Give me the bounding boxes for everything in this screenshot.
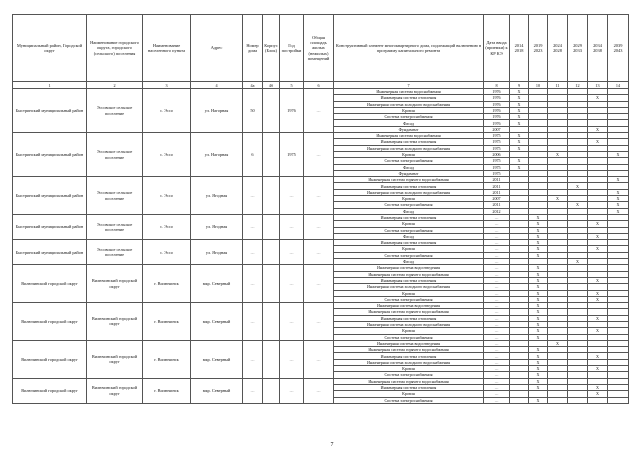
- construction-year-cell: …: [280, 378, 304, 403]
- house-number-cell: …: [243, 378, 263, 403]
- construction-year-cell: …: [280, 240, 304, 265]
- column-header: Муниципальный район, Городской округ: [13, 15, 87, 82]
- column-header: 2029 2033: [568, 15, 588, 82]
- column-header: Год постройки: [280, 15, 304, 82]
- table-row: [13, 378, 629, 384]
- structural-element-cell: Инженерная система отопления: [334, 240, 484, 246]
- commission-date-cell: 1976: [484, 114, 510, 120]
- column-number: 6: [304, 82, 334, 89]
- column-number: 9: [510, 82, 529, 89]
- period-mark-cell: X: [529, 315, 548, 321]
- structural-element-cell: Инженерная система холодного водоснабжения: [334, 284, 484, 290]
- period-mark-cell: X: [529, 265, 548, 271]
- commission-date-cell: …: [484, 303, 510, 309]
- structural-element-cell: Фасад: [334, 233, 484, 239]
- period-mark-cell: X: [588, 139, 608, 145]
- address-cell: ул. Нагорная: [191, 89, 243, 133]
- column-number: 5: [280, 82, 304, 89]
- commission-date-cell: …: [484, 391, 510, 397]
- period-mark-cell: X: [529, 384, 548, 390]
- structural-element-cell: Фундамент: [334, 170, 484, 176]
- structural-element-cell: Система электроснабжения: [334, 397, 484, 403]
- period-mark-cell: X: [588, 246, 608, 252]
- address-cell: ул. Нагорная: [191, 133, 243, 177]
- column-number: 1: [13, 82, 87, 89]
- period-mark-cell: X: [588, 277, 608, 283]
- period-mark-cell: X: [608, 208, 629, 214]
- structural-element-cell: Фасад: [334, 259, 484, 265]
- house-number-cell: …: [243, 214, 263, 239]
- commission-date-cell: 1975: [484, 158, 510, 164]
- column-header: Наименование городского округа, городского (сельского) поселения: [87, 15, 143, 82]
- period-mark-cell: X: [510, 114, 529, 120]
- area-cell: …: [304, 89, 334, 133]
- period-mark-cell: X: [588, 290, 608, 296]
- period-mark-cell: X: [529, 227, 548, 233]
- block-cell: [263, 265, 280, 303]
- construction-year-cell: 1976: [280, 89, 304, 133]
- structural-element-cell: Кровля: [334, 107, 484, 113]
- address-cell: ул. Ягодная: [191, 240, 243, 265]
- area-cell: …: [304, 340, 334, 378]
- commission-date-cell: 1975: [484, 164, 510, 170]
- structural-element-cell: Инженерная система отопления: [334, 95, 484, 101]
- period-mark-cell: X: [529, 328, 548, 334]
- commission-date-cell: 2006: [484, 151, 510, 157]
- period-mark-cell: X: [588, 233, 608, 239]
- structural-element-cell: Инженерная система горячего водоснабжения: [334, 378, 484, 384]
- locality-cell: с. Эссо: [143, 214, 191, 239]
- period-mark-cell: X: [529, 246, 548, 252]
- structural-element-cell: Кровля: [334, 151, 484, 157]
- period-mark-cell: X: [529, 359, 548, 365]
- commission-date-cell: 2011: [484, 177, 510, 183]
- period-mark-cell: X: [548, 340, 568, 346]
- structural-element-cell: Инженерная система водоотведения: [334, 303, 484, 309]
- address-cell: мкр. Северный: [191, 265, 243, 303]
- period-mark-cell: X: [529, 303, 548, 309]
- period-mark-cell: X: [548, 151, 568, 157]
- district-cell: Вилючинский городской округ: [13, 303, 87, 341]
- block-cell: [263, 177, 280, 215]
- structural-element-cell: Фасад: [334, 164, 484, 170]
- structural-element-cell: Кровля: [334, 391, 484, 397]
- page-number: 7: [330, 442, 334, 448]
- district-cell: Вилючинский городской округ: [13, 265, 87, 303]
- locality-cell: с. Эссо: [143, 240, 191, 265]
- commission-date-cell: …: [484, 265, 510, 271]
- commission-date-cell: …: [484, 372, 510, 378]
- period-mark-cell: [548, 397, 568, 403]
- structural-element-cell: Система электроснабжения: [334, 114, 484, 120]
- structural-element-cell: Система электроснабжения: [334, 202, 484, 208]
- commission-date-cell: 1976: [484, 120, 510, 126]
- commission-date-cell: 2012: [484, 208, 510, 214]
- house-number-cell: …: [243, 177, 263, 215]
- structural-element-cell: Система электроснабжения: [334, 227, 484, 233]
- table-row: [13, 265, 629, 271]
- settlement-cell: Эссовское сельское поселение: [87, 214, 143, 239]
- structural-element-cell: Кровля: [334, 196, 484, 202]
- area-cell: …: [304, 303, 334, 341]
- period-mark-cell: X: [588, 366, 608, 372]
- column-number: 10: [529, 82, 548, 89]
- area-cell: …: [304, 240, 334, 265]
- period-mark-cell: X: [510, 101, 529, 107]
- period-mark-cell: X: [568, 259, 588, 265]
- structural-element-cell: Инженерная система отопления: [334, 214, 484, 220]
- structural-element-cell: Инженерная система водоснабжения: [334, 133, 484, 139]
- structural-element-cell: Кровля: [334, 328, 484, 334]
- commission-date-cell: …: [484, 227, 510, 233]
- period-mark-cell: X: [529, 252, 548, 258]
- commission-date-cell: …: [484, 321, 510, 327]
- column-number: 4а: [243, 82, 263, 89]
- column-header: Адрес: [191, 15, 243, 82]
- table-row: [13, 214, 629, 220]
- structural-element-cell: Инженерная система водоотведения: [334, 340, 484, 346]
- period-mark-cell: X: [529, 284, 548, 290]
- period-mark-cell: X: [510, 145, 529, 151]
- structural-element-cell: Инженерная система горячего водоснабжения: [334, 271, 484, 277]
- commission-date-cell: …: [484, 259, 510, 265]
- locality-cell: г. Вилючинск: [143, 265, 191, 303]
- period-mark-cell: X: [510, 164, 529, 170]
- period-mark-cell: [510, 397, 529, 403]
- structural-element-cell: Инженерная система холодного водоснабжения: [334, 189, 484, 195]
- period-mark-cell: X: [608, 189, 629, 195]
- commission-date-cell: …: [484, 309, 510, 315]
- settlement-cell: Вилючинский городской округ: [87, 340, 143, 378]
- period-mark-cell: X: [588, 296, 608, 302]
- house-number-cell: 50: [243, 89, 263, 133]
- period-mark-cell: X: [588, 353, 608, 359]
- column-number: 4б: [263, 82, 280, 89]
- address-cell: мкр. Северный: [191, 303, 243, 341]
- structural-element-cell: Инженерная система водоотведения: [334, 265, 484, 271]
- construction-year-cell: …: [280, 265, 304, 303]
- period-mark-cell: X: [529, 321, 548, 327]
- period-mark-cell: X: [588, 95, 608, 101]
- document-page: [12, 14, 628, 448]
- structural-element-cell: Кровля: [334, 221, 484, 227]
- locality-cell: г. Вилючинск: [143, 340, 191, 378]
- commission-date-cell: …: [484, 347, 510, 353]
- structural-element-cell: Кровля: [334, 366, 484, 372]
- column-header: 2014 2018: [510, 15, 529, 82]
- structural-element-cell: Система электроснабжения: [334, 372, 484, 378]
- commission-date-cell: 1975: [484, 170, 510, 176]
- period-mark-cell: X: [529, 214, 548, 220]
- block-cell: [263, 340, 280, 378]
- commission-date-cell: …: [484, 277, 510, 283]
- commission-date-cell: …: [484, 340, 510, 346]
- period-mark-cell: X: [588, 391, 608, 397]
- table-row: [13, 303, 629, 309]
- commission-date-cell: …: [484, 353, 510, 359]
- structural-element-cell: Инженерная система отопления: [334, 277, 484, 283]
- house-number-cell: …: [243, 240, 263, 265]
- period-mark-cell: X: [568, 202, 588, 208]
- period-mark-cell: X: [608, 177, 629, 183]
- structural-element-cell: Кровля: [334, 246, 484, 252]
- structural-element-cell: Фасад: [334, 208, 484, 214]
- address-cell: ул. Ягодная: [191, 214, 243, 239]
- construction-year-cell: …: [280, 214, 304, 239]
- settlement-cell: Эссовское сельское поселение: [87, 89, 143, 133]
- district-cell: Вилючинский городской округ: [13, 340, 87, 378]
- structural-element-cell: Инженерная система холодного водоснабжения: [334, 321, 484, 327]
- period-mark-cell: X: [529, 353, 548, 359]
- commission-date-cell: …: [484, 284, 510, 290]
- period-mark-cell: X: [548, 196, 568, 202]
- column-header: Общая площадь жилых (нежилых) помещений: [304, 15, 334, 82]
- structural-element-cell: Система электроснабжения: [334, 158, 484, 164]
- block-cell: [263, 303, 280, 341]
- house-number-cell: …: [243, 303, 263, 341]
- period-mark-cell: X: [510, 158, 529, 164]
- commission-date-cell: …: [484, 214, 510, 220]
- settlement-cell: Эссовское сельское поселение: [87, 133, 143, 177]
- block-cell: [263, 240, 280, 265]
- district-cell: Быстринский муниципальный район: [13, 240, 87, 265]
- commission-date-cell: 2011: [484, 183, 510, 189]
- commission-date-cell: 2007: [484, 126, 510, 132]
- commission-date-cell: …: [484, 252, 510, 258]
- commission-date-cell: …: [484, 296, 510, 302]
- commission-date-cell: …: [484, 384, 510, 390]
- period-mark-cell: [568, 397, 588, 403]
- structural-element-cell: Система электроснабжения: [334, 296, 484, 302]
- structural-element-cell: Система электроснабжения: [334, 252, 484, 258]
- column-number: 14: [608, 82, 629, 89]
- district-cell: Быстринский муниципальный район: [13, 214, 87, 239]
- period-mark-cell: X: [510, 89, 529, 95]
- column-header: Наименование населенного пункта: [143, 15, 191, 82]
- column-number: 2: [87, 82, 143, 89]
- column-header: 2019 2023: [529, 15, 548, 82]
- commission-date-cell: …: [484, 271, 510, 277]
- district-cell: Быстринский муниципальный район: [13, 177, 87, 215]
- block-cell: [263, 214, 280, 239]
- settlement-cell: Вилючинский городской округ: [87, 265, 143, 303]
- locality-cell: с. Эссо: [143, 89, 191, 133]
- period-mark-cell: X: [529, 221, 548, 227]
- period-mark-cell: X: [588, 221, 608, 227]
- column-number: 8: [484, 82, 510, 89]
- structural-element-cell: Система электроснабжения: [334, 334, 484, 340]
- commission-date-cell: …: [484, 246, 510, 252]
- table-body: [13, 89, 629, 404]
- commission-date-cell: …: [484, 397, 510, 403]
- construction-year-cell: …: [280, 177, 304, 215]
- house-number-cell: …: [243, 265, 263, 303]
- commission-date-cell: …: [484, 334, 510, 340]
- locality-cell: с. Эссо: [143, 177, 191, 215]
- column-number: 7: [334, 82, 484, 89]
- column-header: Дата ввода (приемки) к КР КЭ: [484, 15, 510, 82]
- structural-element-cell: Инженерная система холодного водоснабжения: [334, 101, 484, 107]
- period-mark-cell: X: [568, 183, 588, 189]
- capital-repair-table: [12, 14, 629, 404]
- settlement-cell: Эссовское сельское поселение: [87, 177, 143, 215]
- structural-element-cell: Инженерная система отопления: [334, 315, 484, 321]
- table-row: [13, 240, 629, 246]
- period-mark-cell: X: [588, 328, 608, 334]
- house-number-cell: 6: [243, 133, 263, 177]
- column-header: Корпус (Блок): [263, 15, 280, 82]
- period-mark-cell: X: [510, 95, 529, 101]
- structural-element-cell: Инженерная система горячего водоснабжения: [334, 309, 484, 315]
- column-header: 2039 2043: [608, 15, 629, 82]
- header-row: [13, 15, 629, 82]
- column-header: 2034 2038: [588, 15, 608, 82]
- construction-year-cell: …: [280, 303, 304, 341]
- period-mark-cell: X: [529, 378, 548, 384]
- period-mark-cell: X: [510, 120, 529, 126]
- period-mark-cell: X: [608, 202, 629, 208]
- period-mark-cell: X: [529, 366, 548, 372]
- commission-date-cell: …: [484, 315, 510, 321]
- commission-date-cell: 1976: [484, 95, 510, 101]
- period-mark-cell: X: [588, 315, 608, 321]
- settlement-cell: Эссовское сельское поселение: [87, 240, 143, 265]
- commission-date-cell: 1975: [484, 139, 510, 145]
- period-mark-cell: X: [608, 151, 629, 157]
- commission-date-cell: 2011: [484, 189, 510, 195]
- area-cell: …: [304, 177, 334, 215]
- period-mark-cell: X: [588, 384, 608, 390]
- period-mark-cell: X: [529, 240, 548, 246]
- block-cell: [263, 89, 280, 133]
- column-number: 11: [548, 82, 568, 89]
- period-mark-cell: X: [510, 139, 529, 145]
- column-number-row: [13, 82, 629, 89]
- area-cell: …: [304, 133, 334, 177]
- commission-date-cell: …: [484, 366, 510, 372]
- commission-date-cell: 1976: [484, 107, 510, 113]
- commission-date-cell: …: [484, 240, 510, 246]
- period-mark-cell: [588, 397, 608, 403]
- structural-element-cell: Инженерная система холодного водоснабжения: [334, 145, 484, 151]
- period-mark-cell: X: [510, 107, 529, 113]
- commission-date-cell: …: [484, 359, 510, 365]
- period-mark-cell: X: [529, 233, 548, 239]
- locality-cell: с. Эссо: [143, 133, 191, 177]
- locality-cell: г. Вилючинск: [143, 378, 191, 403]
- structural-element-cell: Кровля: [334, 290, 484, 296]
- column-number: 12: [568, 82, 588, 89]
- commission-date-cell: 2007: [484, 196, 510, 202]
- period-mark-cell: X: [529, 290, 548, 296]
- commission-date-cell: …: [484, 378, 510, 384]
- locality-cell: г. Вилючинск: [143, 303, 191, 341]
- settlement-cell: Вилючинский городской округ: [87, 303, 143, 341]
- structural-element-cell: Инженерная система отопления: [334, 183, 484, 189]
- structural-element-cell: Фасад: [334, 120, 484, 126]
- commission-date-cell: 1976: [484, 101, 510, 107]
- block-cell: [263, 378, 280, 403]
- period-mark-cell: X: [608, 196, 629, 202]
- column-header: Номер дома: [243, 15, 263, 82]
- commission-date-cell: …: [484, 233, 510, 239]
- commission-date-cell: 1975: [484, 133, 510, 139]
- commission-date-cell: …: [484, 221, 510, 227]
- commission-date-cell: 2011: [484, 202, 510, 208]
- structural-element-cell: Инженерная система горячего водоснабжения: [334, 177, 484, 183]
- period-mark-cell: X: [529, 296, 548, 302]
- period-mark-cell: X: [529, 397, 548, 403]
- column-number: 3: [143, 82, 191, 89]
- area-cell: …: [304, 378, 334, 403]
- period-mark-cell: X: [529, 309, 548, 315]
- structural-element-cell: Фундамент: [334, 126, 484, 132]
- column-header: Конструктивный элемент многоквартирного дома, подлежащий включению в программу капитального ремонта: [334, 15, 484, 82]
- block-cell: [263, 133, 280, 177]
- period-mark-cell: X: [529, 271, 548, 277]
- period-mark-cell: X: [529, 372, 548, 378]
- structural-element-cell: Инженерная система отопления: [334, 353, 484, 359]
- period-mark-cell: X: [588, 126, 608, 132]
- column-number: 4: [191, 82, 243, 89]
- address-cell: мкр. Северный: [191, 378, 243, 403]
- district-cell: Вилючинский городской округ: [13, 378, 87, 403]
- column-header: 2024 2028: [548, 15, 568, 82]
- structural-element-cell: Инженерная система холодного водоснабжения: [334, 359, 484, 365]
- period-mark-cell: X: [529, 334, 548, 340]
- period-mark-cell: X: [510, 133, 529, 139]
- district-cell: Быстринский муниципальный район: [13, 89, 87, 133]
- address-cell: мкр. Северный: [191, 340, 243, 378]
- structural-element-cell: Инженерная система горячего водоснабжения: [334, 347, 484, 353]
- commission-date-cell: 1975: [484, 145, 510, 151]
- address-cell: ул. Ягодная: [191, 177, 243, 215]
- commission-date-cell: 1976: [484, 89, 510, 95]
- commission-date-cell: …: [484, 328, 510, 334]
- period-mark-cell: X: [529, 277, 548, 283]
- house-number-cell: …: [243, 340, 263, 378]
- settlement-cell: Вилючинский городской округ: [87, 378, 143, 403]
- structural-element-cell: Инженерная система водоснабжения: [334, 89, 484, 95]
- column-number: 13: [588, 82, 608, 89]
- district-cell: Быстринский муниципальный район: [13, 133, 87, 177]
- construction-year-cell: 1975: [280, 133, 304, 177]
- structural-element-cell: Инженерная система отопления: [334, 139, 484, 145]
- period-mark-cell: [608, 397, 629, 403]
- construction-year-cell: …: [280, 340, 304, 378]
- period-mark-cell: X: [529, 347, 548, 353]
- area-cell: …: [304, 214, 334, 239]
- structural-element-cell: Инженерная система отопления: [334, 384, 484, 390]
- commission-date-cell: …: [484, 290, 510, 296]
- area-cell: …: [304, 265, 334, 303]
